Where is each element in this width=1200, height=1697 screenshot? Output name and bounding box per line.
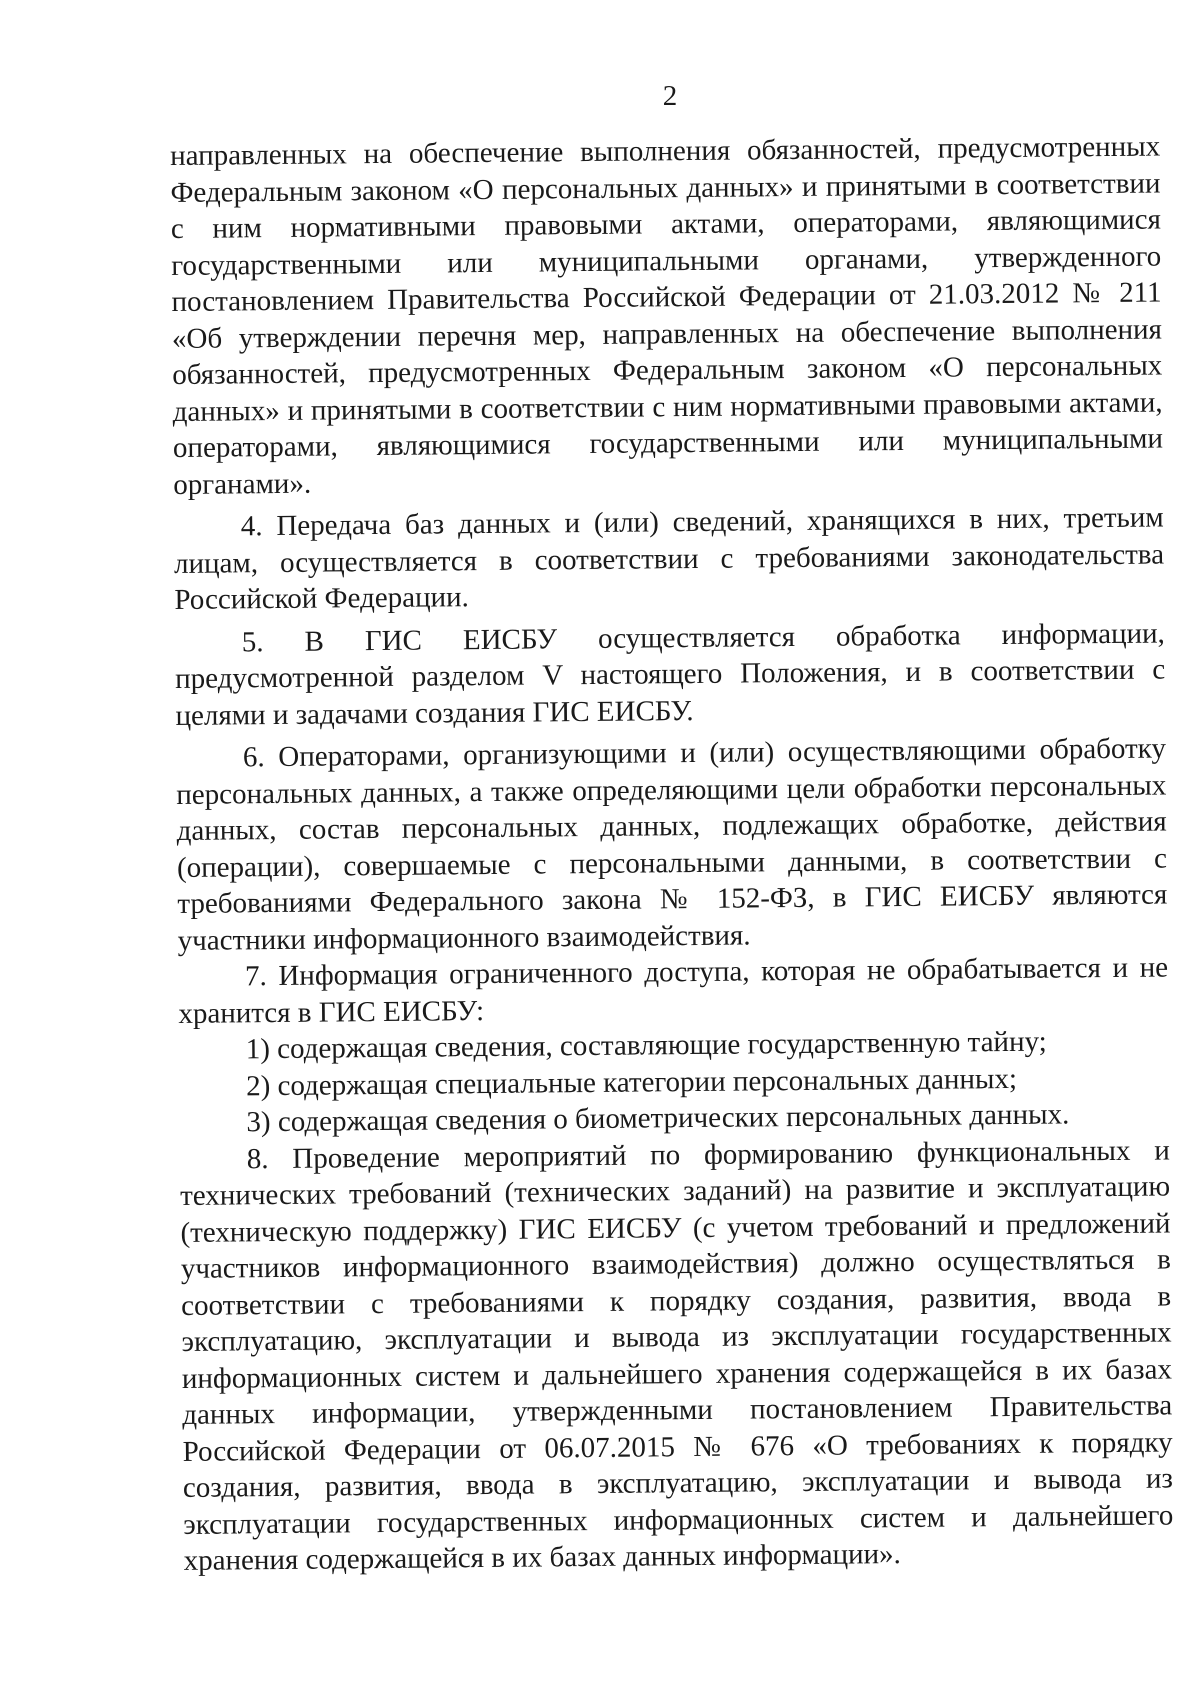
document-body	[170, 128, 1174, 1579]
paragraph-7: 7. Информация ограниченного доступа, которая не обрабатывается и не хранится в ГИС ЕИСБУ:	[178, 951, 1169, 1030]
paragraph-4: 4. Передача баз данных и (или) сведений, хранящихся в них, третьим лицам, осуществляется в соответствии с требованиями законодательства Российской Федерации.	[173, 501, 1165, 616]
paragraph-8: 8. Проведение мероприятий по формированию функциональных и технических требований (технических заданий) на развитие и эксплуатацию (техническую поддержку) ГИС ЕИСБУ (с учетом требований и предложений участников информационного взаимодействия) должно осуществляться в соответствии с требованиями к порядку создания, развития, ввода в эксплуатацию, эксплуатации и вывода из эксплуатации государственных информационных систем и дальнейшего хранения содержащейся в их базах данных информации, утвержденными постановлением Правительства Российской Федерации от 06.07.2015 № 676 «О требованиях к порядку создания, развития, ввода в эксплуатацию, эксплуатации и вывода из эксплуатации государственных информационных систем и дальнейшего хранения содержащейся в их базах данных информации».	[180, 1133, 1174, 1577]
paragraph-6: 6. Операторами, организующими и (или) осуществляющими обработку персональных данных, а также определяющими цели обработки персональных данных, состав персональных данных, подлежащих обработке, действия (операции), совершаемые с персональными данными, в соответствии с требованиями Федерального закона № 152-ФЗ, в ГИС ЕИСБУ являются участники информационного взаимодействия.	[176, 732, 1168, 957]
paragraph-5: 5. В ГИС ЕИСБУ осуществляется обработка информации, предусмотренной разделом V настоящего Положения, и в соответствии с целями и задачами создания ГИС ЕИСБУ.	[175, 616, 1166, 732]
list-item-2: 2) содержащая специальные категории персональных данных;	[245, 1062, 1018, 1102]
list-item-1: 1) содержащая сведения, составляющие государственную тайну;	[245, 1025, 1047, 1066]
list-item-3: 3) содержащая сведения о биометрических персональных данных.	[246, 1098, 1070, 1139]
page-number: 2	[662, 80, 678, 112]
paragraph-continuation: направленных на обеспечение выполнения обязанностей, предусмотренных Федеральным законом «О персональных данных» и принятыми в соответствии с ним нормативными правовыми актами, операторами, являющимися государственными или муниципальными органами, утвержденного постановлением Правительства Российской Федерации от 21.03.2012 № 211 «Об утверждении перечня мер, направленных на обеспечение выполнения обязанностей, предусмотренных Федеральным законом «О персональных данных» и принятыми в соответствии с ним нормативными правовыми актами, операторами, являющимися государственными или муниципальными органами».	[170, 130, 1164, 501]
